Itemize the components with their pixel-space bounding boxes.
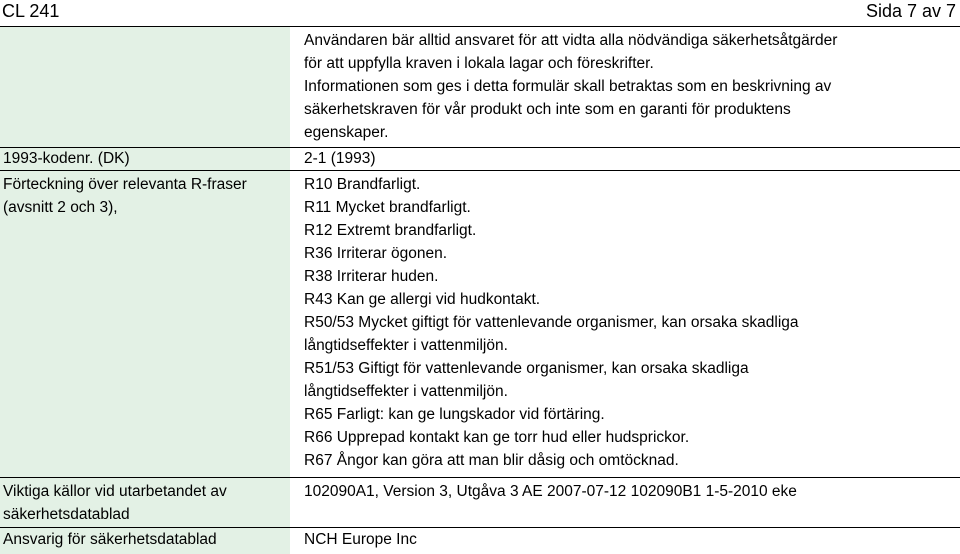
r-phrase-item: R67 Ångor kan göra att man blir dåsig och omtöcknad. [304,452,679,469]
page-header [0,0,960,27]
disclaimer-line: för att uppfylla kraven i lokala lagar och föreskrifter. [304,55,654,72]
r-phrase-item: R12 Extremt brandfarligt. [304,222,477,239]
r-phrase-item: R66 Upprepad kontakt kan ge torr hud eller hudsprickor. [304,429,690,446]
r-phrase-item: R51/53 Giftigt för vattenlevande organismer, kan orsaka skadliga [304,360,749,377]
responsible-label-cell [0,528,290,554]
r-phrase-item: R10 Brandfarligt. [304,176,421,193]
r-phrase-item: R38 Irriterar huden. [304,268,439,285]
r-phrase-item: R36 Irriterar ögonen. [304,245,448,262]
responsible-row [0,528,960,554]
sources-label-cell [0,478,290,527]
r-phrases-label-line: Förteckning över relevanta R-fraser [3,176,247,193]
code-row [0,148,960,170]
r-phrase-item: R43 Kan ge allergi vid hudkontakt. [304,291,541,308]
r-phrases-label-line: (avsnitt 2 och 3), [3,199,118,216]
responsible-label: Ansvarig för säkerhetsdatablad [3,531,217,548]
disclaimer-label-cell [0,27,290,147]
responsible-value: NCH Europe Inc [304,531,417,548]
r-phrase-item: R65 Farligt: kan ge lungskador vid förtäring. [304,406,605,423]
r-phrase-item: R50/53 Mycket giftigt för vattenlevande organismer, kan orsaka skadliga [304,314,799,331]
disclaimer-line: säkerhetskraven för vår produkt och inte som en garanti för produktens [304,101,791,118]
r-phrases-row [0,171,960,477]
disclaimer-line: egenskaper. [304,124,389,141]
page-number: Sida 7 av 7 [865,1,956,21]
disclaimer-line: Informationen som ges i detta formulär skall betraktas som en beskrivning av [304,78,832,95]
r-phrases-label-cell [0,171,290,477]
r-phrase-item: R11 Mycket brandfarligt. [304,199,471,216]
disclaimer-row [0,27,960,147]
r-phrases-list [304,173,954,472]
code-label: 1993-kodenr. (DK) [3,150,130,167]
r-phrase-item: långtidseffekter i vattenmiljön. [304,383,508,400]
disclaimer-text [304,29,954,144]
disclaimer-line: Användaren bär alltid ansvaret för att vidta alla nödvändiga säkerhetsåtgärder [304,32,838,49]
document-id: CL 241 [2,1,60,21]
r-phrase-item: långtidseffekter i vattenmiljön. [304,337,508,354]
code-label-cell [0,148,290,170]
sources-row [0,478,960,527]
sources-label-line: säkerhetsdatablad [3,506,130,523]
sources-label-line: Viktiga källor vid utarbetandet av [3,483,227,500]
code-value: 2-1 (1993) [304,150,376,167]
sources-value: 102090A1, Version 3, Utgåva 3 AE 2007-07-12 102090B1 1-5-2010 eke [304,483,797,500]
